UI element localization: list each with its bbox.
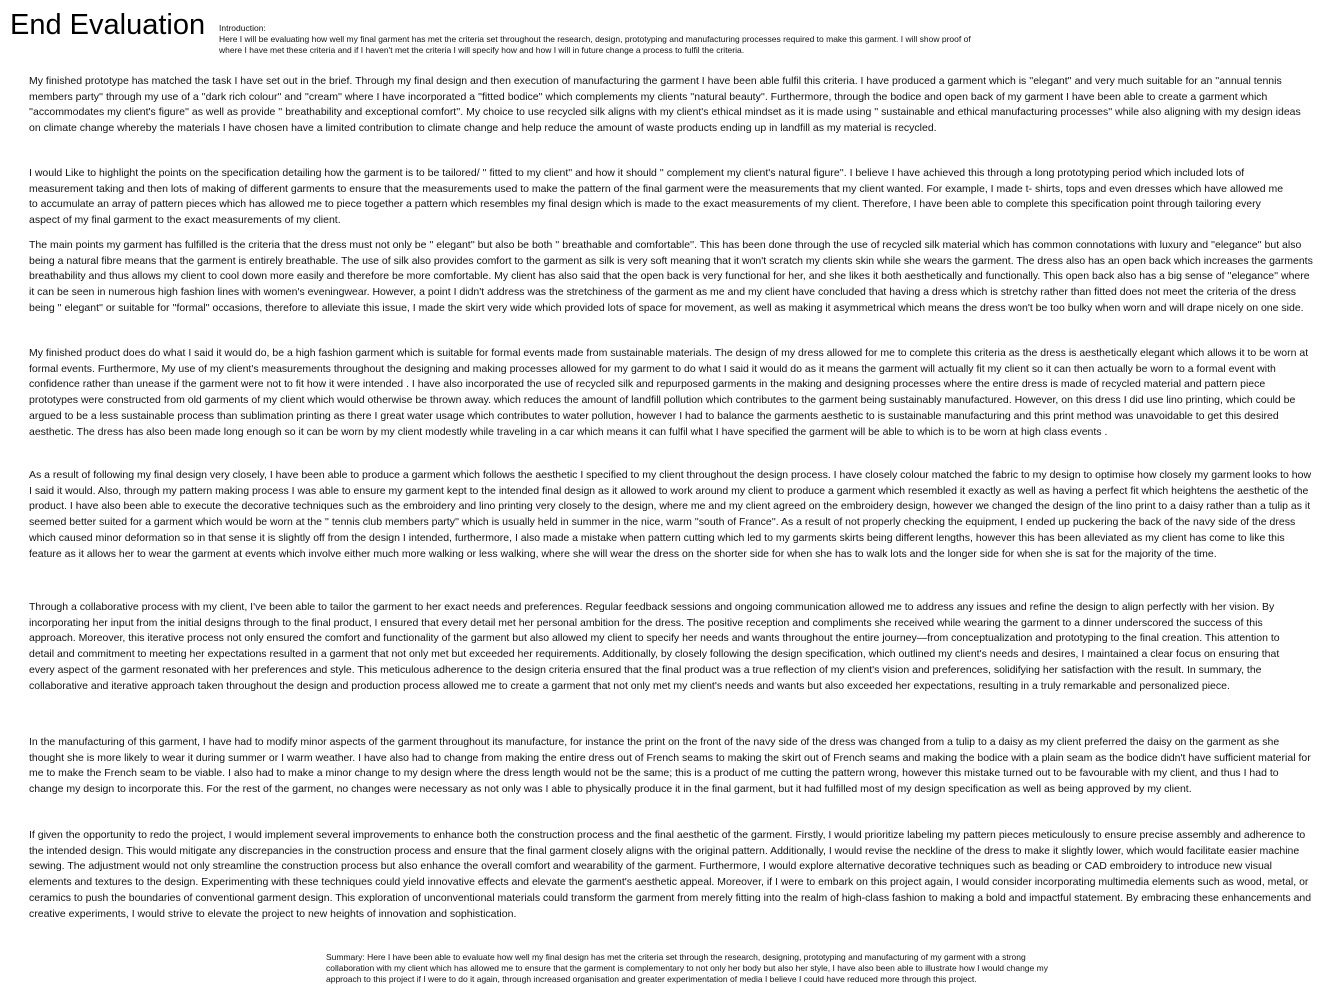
evaluation-paragraph-brief: My finished prototype has matched the task I have set out in the brief. Through my final design and then execution of manufacturing the garment I have been able fulfil this criteria. I have produced a garment which is ''elegant'' and very much suitable for an ''annual tennis members party'' through my use of a ''dark rich colour'' and ''cream'' where I have incorporated a ''fitted bodice'' which complements my clients ''natural beauty''. Furthermore, through the bodice and open back of my garment I have been able to create a garment which ''accommodates my client's figure'' as well as provide '' breathability and exceptional comfort''. My choice to use recycled silk aligns with my client's ethical mindset as it is made using '' sustainable and ethical manufacturing processes'' while also aligning with my design ideas on climate change whereby the materials I have chosen have a limited contribution to climate change and help reduce the amount of waste products ending up in landfill as my material is recycled.: [29, 75, 1301, 135]
introduction-heading: Introduction:: [219, 23, 266, 33]
evaluation-paragraph-criteria: The main points my garment has fulfilled is the criteria that the dress must not only be '' elegant'' but also be both '' breathable and comfortable''. This has been done through the use of recycled silk material which has common connotations with luxury and ''elegance'' but also being a natural fibre means that the garment is entirely breathable. The use of silk also provides comfort to the garment as silk is very soft meaning that it won't scratch my clients skin while she wears the garment. The dress also has an open back which increases the garments breathability and thus allows my client to cool down more easily and therefore be more comfortable. My client has also said that the open back is very functional for her, and she likes it both aesthetically and functionally. This open back also has a big sense of ''elegance'' where it can be seen in numerous high fashion lines with women's eveningwear. However, a point I didn't address was the stretchiness of the garment as me and my client have concluded that having a dress which is stretchy rather than fitted does not meet the criteria of the dress being '' elegant'' or suitable for ''formal'' occasions, therefore to alleviate this issue, I made the skirt very wide which provided lots of space for movement, as well as making it asymmetrical which means the dress won't be too bulky when worn and will drape nicely on one side.: [29, 239, 1313, 314]
evaluation-paragraph-improvements: If given the opportunity to redo the project, I would implement several improvements to enhance both the construction process and the final aesthetic of the garment. Firstly, I would prioritize labeling my pattern pieces meticulously to ensure precise assembly and adherence to the intended design. This would mitigate any discrepancies in the construction process and ensure that the final garment closely aligns with the original pattern. Additionally, I would revise the neckline of the dress to make it slightly lower, which would facilitate easier machine sewing. The adjustment would not only streamline the construction process but also enhance the overall comfort and wearability of the garment. Furthermore, I would explore alternative decorative techniques such as beading or CAD embroidery to introduce new visual elements and textures to the design. Experimenting with these techniques could yield innovative effects and elevate the garment's aesthetic appeal. Moreover, if I were to embark on this project again, I would consider incorporating multimedia elements such as wood, metal, or ceramics to push the boundaries of conventional garment design. This exploration of unconventional materials could transform the garment from merely fitting into the realm of high-class fashion to making a bold and impactful statement. By embracing these enhancements and creative experiments, I would strive to elevate the project to new heights of innovation and sophistication.: [29, 829, 1312, 920]
evaluation-paragraph-specification: I would Like to highlight the points on the specification detailing how the garment is to be tailored/ '' fitted to my client'' and how it should '' complement my client's natural figure''. I believe I have achieved this through a long prototyping period which included lots of measurement taking and then lots of making of different garments to ensure that the measurements used to make the pattern of the final garment were the measurements that my client wanted. For example, I made t- shirts, tops and even dresses which have allowed me to accumulate an array of pattern pieces which has allowed me to piece together a pattern which resembles my final design which is made to the exact measurements of my client. Therefore, I have been able to complete this specification point through tailoring every aspect of my final garment to the exact measurements of my client.: [29, 167, 1284, 227]
summary: Summary: Here I have been able to evaluate how well my final design has met the criteria set through the research, designing, prototyping and manufacturing of my garment with a strong collaboration with my client which has allowed me to ensure that the garment is complementary to not only her body but also her style, I have also been able to illustrate how I would change my approach to this project if I were to do it again, through increased organisation and greater experimentation of media I believe I could have reduced more through this project.: [326, 952, 1048, 985]
evaluation-paragraph-aesthetic: As a result of following my final design very closely, I have been able to produce a garment which follows the aesthetic I specified to my client throughout the design process. I have closely colour matched the fabric to my design to optimise how closely my garment looks to how I said it would. Also, through my pattern making process I was able to ensure my garment kept to the intended final design as it allowed to work around my client to produce a garment which resembled it exactly as well as having a perfect fit which heightens the aesthetic of the product. I have also been able to execute the decorative techniques such as the embroidery and lino printing very closely to the design, where me and my client agreed on the embroidery design, however we changed the design of the lino print to a daisy rather than a tulip as it seemed better suited for a garment which would be worn at the '' tennis club members party'' which is usually held in summer in the nice, warm ''south of France''. As a result of not properly checking the equipment, I ended up puckering the back of the navy side of the dress which caused minor deformation so in that sense it is slightly off from the design I intended, furthermore, I also made a mistake when pattern cutting which led to my garments skirts being different lengths, however this has been alleviated as my client has come to like this feature as it allows her to wear the garment at events which involve either much more walking or less walking, where she will wear the dress on the shorter side for when she has to walk lots and the longer side for when she is sat for the majority of the time.: [29, 469, 1312, 560]
introduction-text: Here I will be evaluating how well my final garment has met the criteria set throughout the research, design, prototyping and manufacturing processes required to make this garment. I will show proof of where I have met these criteria and if I haven't met the criteria I will specify how and how I will in future change a process to fulfil the criteria.: [219, 34, 971, 55]
evaluation-paragraph-collaboration: Through a collaborative process with my client, I've been able to tailor the garment to her exact needs and preferences. Regular feedback sessions and ongoing communication allowed me to address any issues and refine the design to align perfectly with her vision. By incorporating her input from the initial designs through to the final product, I ensured that every detail met her personal ambition for the dress. The positive reception and compliments she received while wearing the garment to a dinner underscored the success of this approach. Moreover, this iterative process not only ensured the comfort and functionality of the garment but also allowed my client to specify her needs and wants throughout the entire journey—from conceptualization and prototyping to the final creation. This attention to detail and commitment to meeting her expectations resulted in a garment that not only met but exceeded her requirements. Additionally, by closely following the design specification, which outlined my client's needs and desires, I maintained a clear focus on ensuring that every aspect of the garment resonated with her preferences and style. This meticulous adherence to the design criteria ensured that the final product was a true reflection of my client's vision and preferences, solidifying her satisfaction with the result. In summary, the collaborative and iterative approach taken throughout the design and production process allowed me to create a garment that not only met my client's needs and wants but also exceeded her expectations, resulting in a truly remarkable and personalized piece.: [29, 601, 1280, 692]
page-title: End Evaluation: [10, 9, 206, 41]
evaluation-paragraph-manufacturing: In the manufacturing of this garment, I have had to modify minor aspects of the garment throughout its manufacture, for instance the print on the front of the navy side of the dress was changed from a tulip to a daisy as my client preferred the daisy on the garment as she thought she is more likely to wear it during summer or I warm weather. I have also had to change from making the entire dress out of French seams to making the skirt out of French seams and making the bodice with a plain seam as the bodice didn't have sufficient material for me to make the French seam to be viable. I also had to make a minor change to my design where the dress length would not be the same; this is a product of me cutting the pattern wrong, however this mistake turned out to be favourable with my client, and thus I had to change my design to incorporate this. For the rest of the garment, no changes were necessary as not only was I able to physically produce it in the final garment, but it had fulfilled most of my design specification as well as being approved by my client.: [29, 736, 1311, 796]
evaluation-paragraph-finished-product: My finished product does do what I said it would do, be a high fashion garment which is suitable for formal events made from sustainable materials. The design of my dress allowed for me to complete this criteria as the dress is aesthetically elegant which allows it to be worn at formal events. Furthermore, My use of my client's measurements throughout the designing and making processes allowed for my garment to do what I said it would do as it means the garment will actually fit my client so it can then actually be worn to a formal event with confidence rather than unease if the garment were not to fit how it were intended . I have also incorporated the use of recycled silk and repurposed garments in the making and designing processes where the entire dress is made of recycled material and pattern piece prototypes were constructed from old garments of my client which would otherwise be thrown away. which reduces the amount of landfill pollution which contributes to the garment being sustainably manufactured. However, on this dress I did use lino printing, which could be argued to be a less sustainable process than sublimation printing as there I great water usage which contributes to water pollution, however I had to balance the garments aesthetic to is sustainable manufacturing and this print method was unavoidable to get this desired aesthetic. The dress has also been made long enough so it can be worn by my client modestly while traveling in a car which means it can fulfil what I have specified the garment will be able to which is to be worn at high class events .: [29, 347, 1309, 438]
introduction: [219, 23, 979, 56]
